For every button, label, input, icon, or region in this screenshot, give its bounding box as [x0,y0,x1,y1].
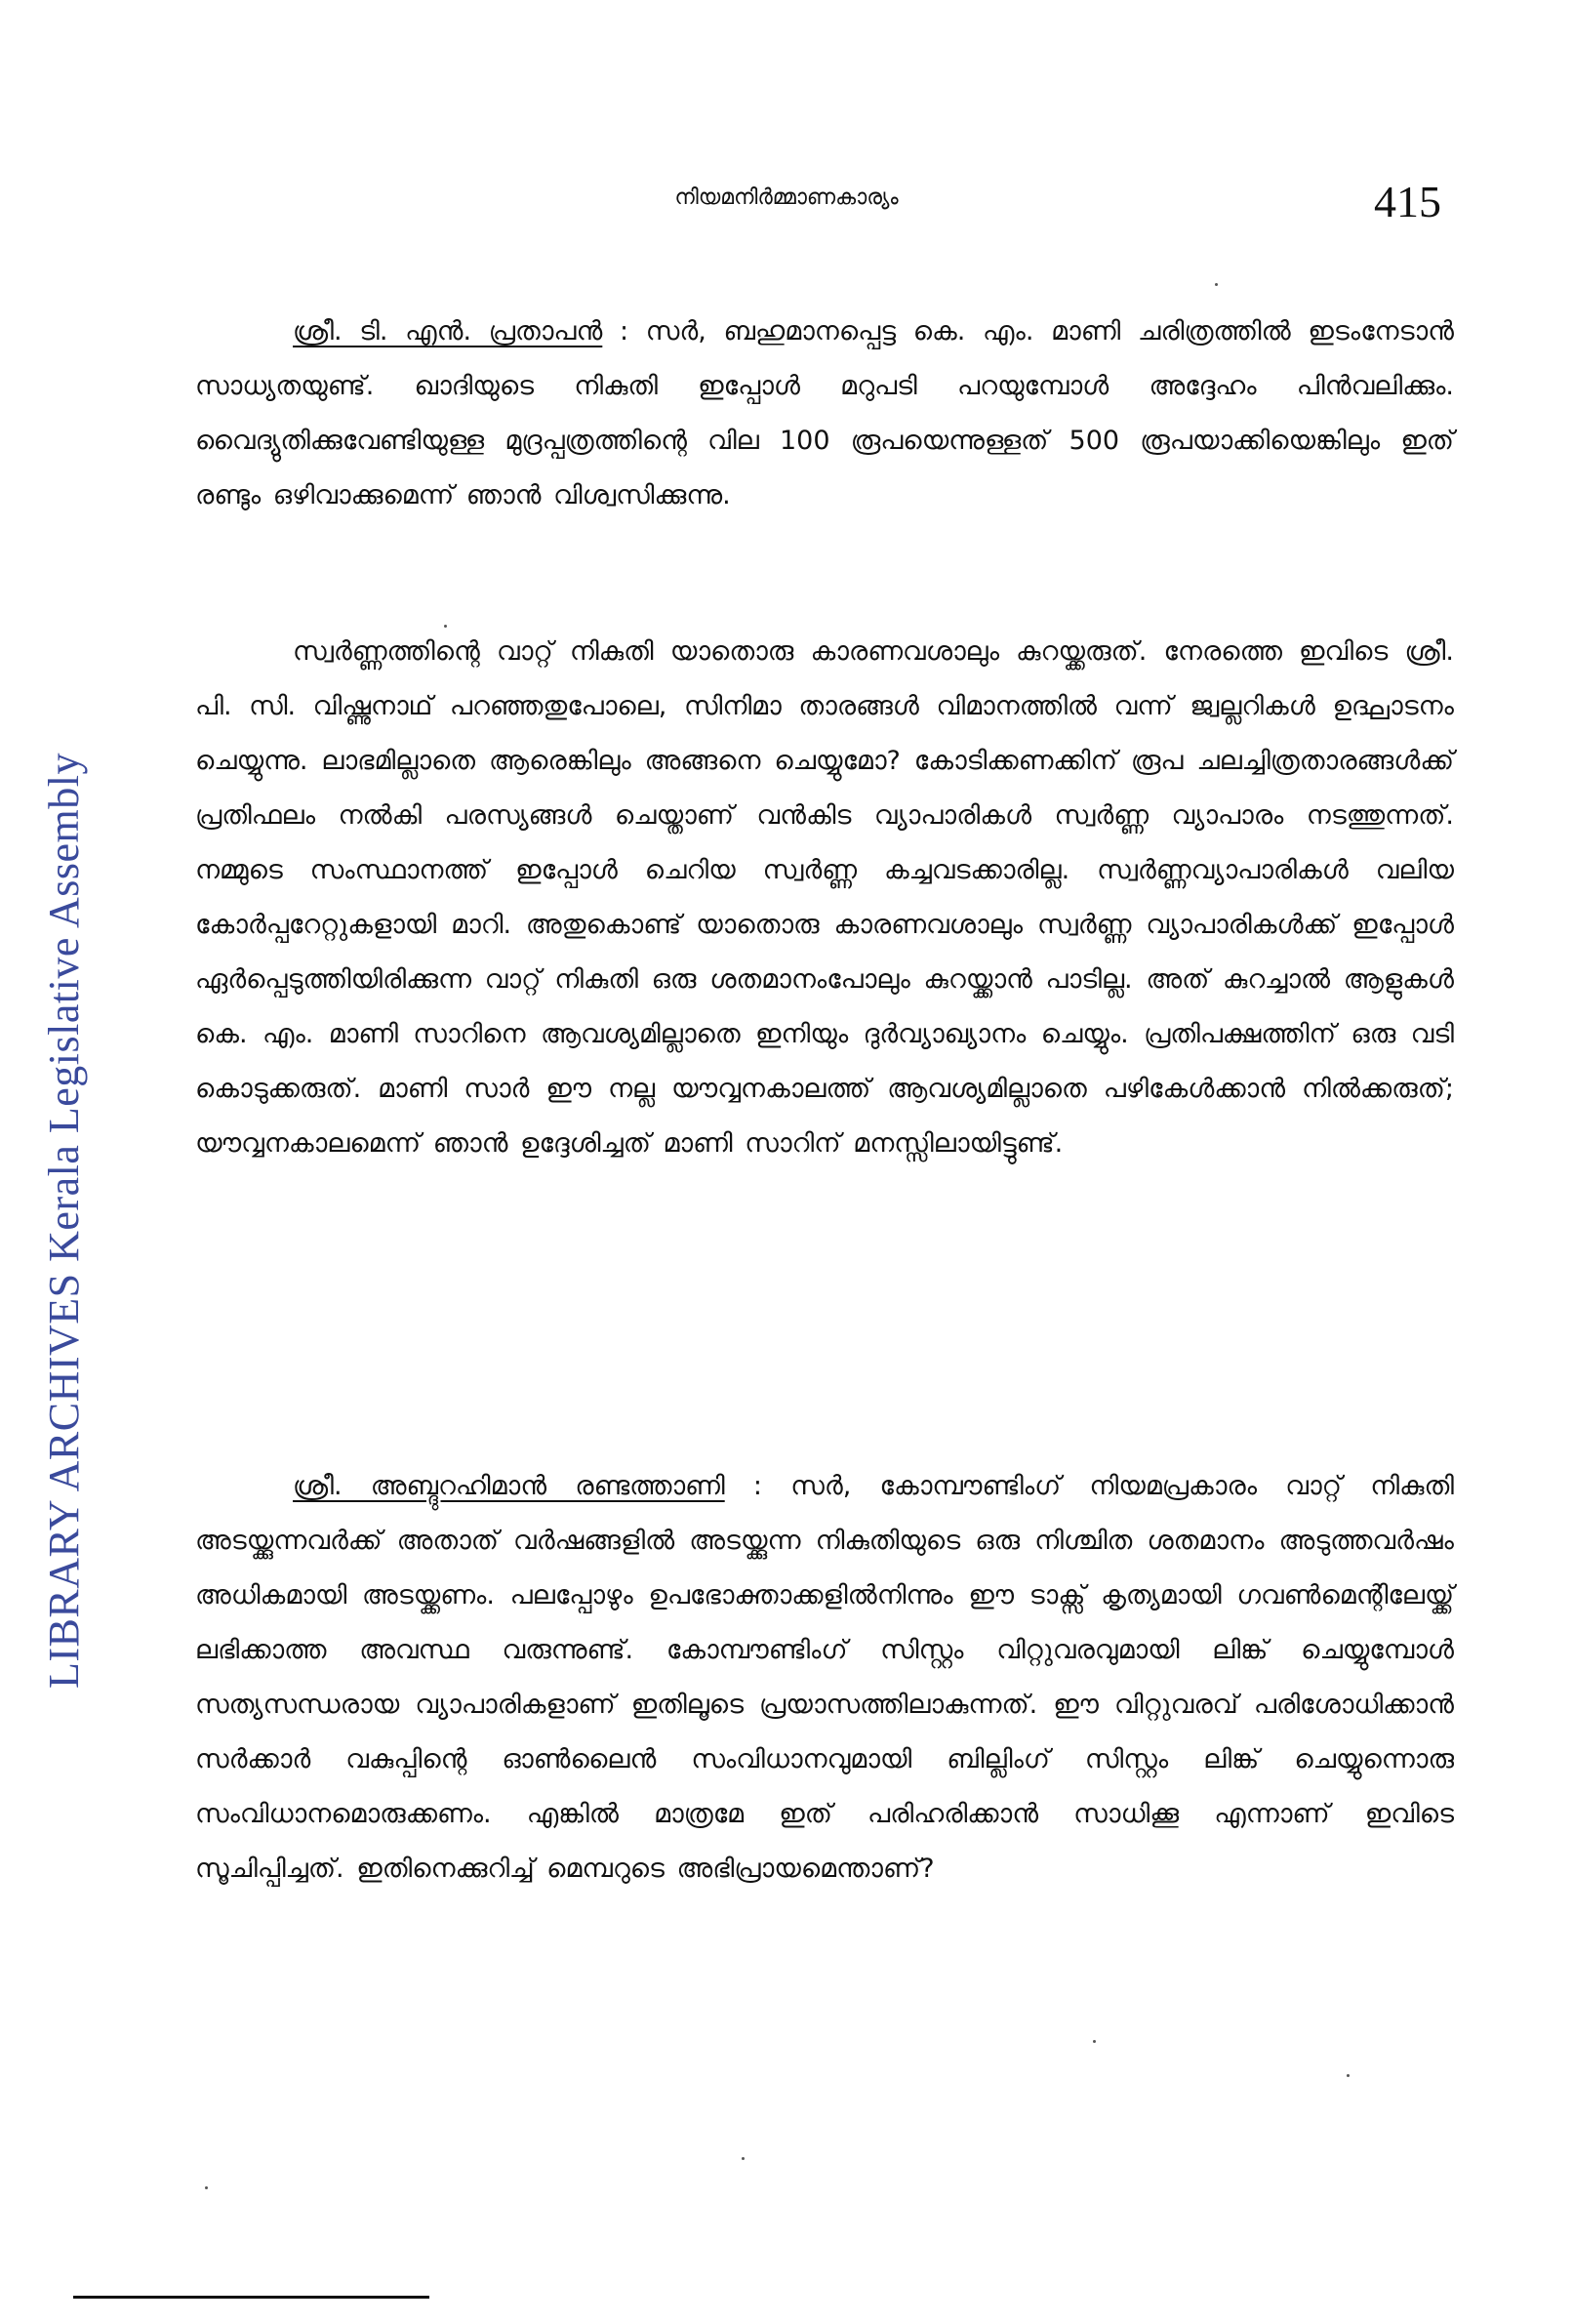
scan-speck [1215,283,1218,286]
page-number: 415 [1374,177,1441,226]
speech-text: സ്വർണ്ണത്തിന്റെ വാറ്റ് നികുതി യാതൊരു കാരണവശാലും കുറയ്ക്കരുത്. നേരത്തെ ഇവിടെ ശ്രീ. പി. സി. വിഷ്ണുനാഥ് പറഞ്ഞതുപോലെ, സിനിമാ താരങ്ങൾ വിമാനത്തിൽ വന്ന് ജ്വല്ലറികൾ ഉദ്ഘാടനം ചെയ്യുന്നു. ലാഭമില്ലാതെ ആരെങ്കിലും അങ്ങനെ ചെയ്യുമോ? കോടിക്കണക്കിന് രൂപ ചലച്ചിത്രതാരങ്ങൾക്ക് പ്രതിഫലം നൽകി പരസ്യങ്ങൾ ചെയ്താണ് വൻകിട വ്യാപാരികൾ സ്വർണ്ണ വ്യാപാരം നടത്തുന്നത്. നമ്മുടെ സംസ്ഥാനത്ത് ഇപ്പോൾ ചെറിയ സ്വർണ്ണ കച്ചവടക്കാരില്ല. സ്വർണ്ണവ്യാപാരികൾ വലിയ കോർപ്പറേറ്റുകളായി മാറി. അതുകൊണ്ട് യാതൊരു കാരണവശാലും സ്വർണ്ണ വ്യാപാരികൾക്ക് ഇപ്പോൾ ഏർപ്പെടുത്തിയിരിക്കുന്ന വാറ്റ് നികുതി ഒരു ശതമാനംപോലും കുറയ്ക്കാൻ പാടില്ല. അത് കുറച്ചാൽ ആളുകൾ കെ. എം. മാണി സാറിനെ ആവശ്യമില്ലാതെ ഇനിയും ദുർവ്യാഖ്യാനം ചെയ്യും. പ്രതിപക്ഷത്തിന് ഒരു വടി കൊടുക്കരുത്. മാണി സാർ ഈ നല്ല യൗവ്വനകാലത്ത് ആവശ്യമില്ലാതെ പഴികേൾക്കാൻ നിൽക്കരുത്; യൗവ്വനകാലമെന്ന് ഞാൻ ഉദ്ദേശിച്ചത് മാണി സാറിന് മനസ്സിലായിട്ടുണ്ട്. [195,636,1454,1159]
footnote-rule [73,2296,429,2299]
scan-speck [205,2186,208,2189]
scan-speck [444,625,447,628]
running-title: നിയമനിർമ്മാണകാര്യം [674,185,899,210]
scan-speck [742,2157,745,2160]
speech-paragraph [195,305,1454,523]
speech-paragraph [195,1459,1454,1896]
speaker-name: ശ്രീ. അബ്ദുറഹിമാൻ രണ്ടത്താണി [293,1471,725,1501]
archive-watermark: LIBRARY ARCHIVES Kerala Legislative Assembly [40,753,88,1689]
speech-text: : സർ, ബഹുമാനപ്പെട്ട കെ. എം. മാണി ചരിത്രത്തിൽ ഇടംനേടാൻ സാധ്യതയുണ്ട്. ഖാദിയുടെ നികുതി ഇപ്പോൾ മറുപടി പറയുമ്പോൾ അദ്ദേഹം പിൻവലിക്കും. വൈദ്യുതിക്കുവേണ്ടിയുള്ള മുദ്രപ്പത്രത്തിന്റെ വില 100 രൂപയെന്നുള്ളത് 500 രൂപയാക്കിയെങ്കിലും ഇത് രണ്ടും ഒഴിവാക്കുമെന്ന് ഞാൻ വിശ്വസിക്കുന്നു. [195,316,1454,510]
speech-text: : സർ, കോമ്പൗണ്ടിംഗ് നിയമപ്രകാരം വാറ്റ് നികുതി അടയ്ക്കുന്നവർക്ക് അതാത് വർഷങ്ങളിൽ അടയ്ക്കുന്ന നികുതിയുടെ ഒരു നിശ്ചിത ശതമാനം അടുത്തവർഷം അധികമായി അടയ്ക്കണം. പലപ്പോഴും ഉപഭോക്താക്കളിൽനിന്നും ഈ ടാക്സ് കൃത്യമായി ഗവൺമെന്റിലേയ്ക്ക് ലഭിക്കാത്ത അവസ്ഥ വരുന്നുണ്ട്. കോമ്പൗണ്ടിംഗ് സിസ്റ്റം വിറ്റുവരവുമായി ലിങ്ക് ചെയ്യുമ്പോൾ സത്യസന്ധരായ വ്യാപാരികളാണ് ഇതിലൂടെ പ്രയാസത്തിലാകുന്നത്. ഈ വിറ്റുവരവ് പരിശോധിക്കാൻ സർക്കാർ വകുപ്പിന്റെ ഓൺലൈൻ സംവിധാനവുമായി ബില്ലിംഗ് സിസ്റ്റം ലിങ്ക് ചെയ്യുന്നൊരു സംവിധാനമൊരുക്കണം. എങ്കിൽ മാത്രമേ ഇത് പരിഹരിക്കാൻ സാധിക്കൂ എന്നാണ് ഇവിടെ സൂചിപ്പിച്ചത്. ഇതിനെക്കുറിച്ച് മെമ്പറുടെ അഭിപ്രായമെന്താണ്? [195,1471,1454,1884]
scan-speck [1347,2074,1350,2077]
speaker-name: ശ്രീ. ടി. എൻ. പ്രതാപൻ [293,316,603,347]
speech-paragraph [195,625,1454,1171]
scan-speck [1093,2040,1096,2043]
